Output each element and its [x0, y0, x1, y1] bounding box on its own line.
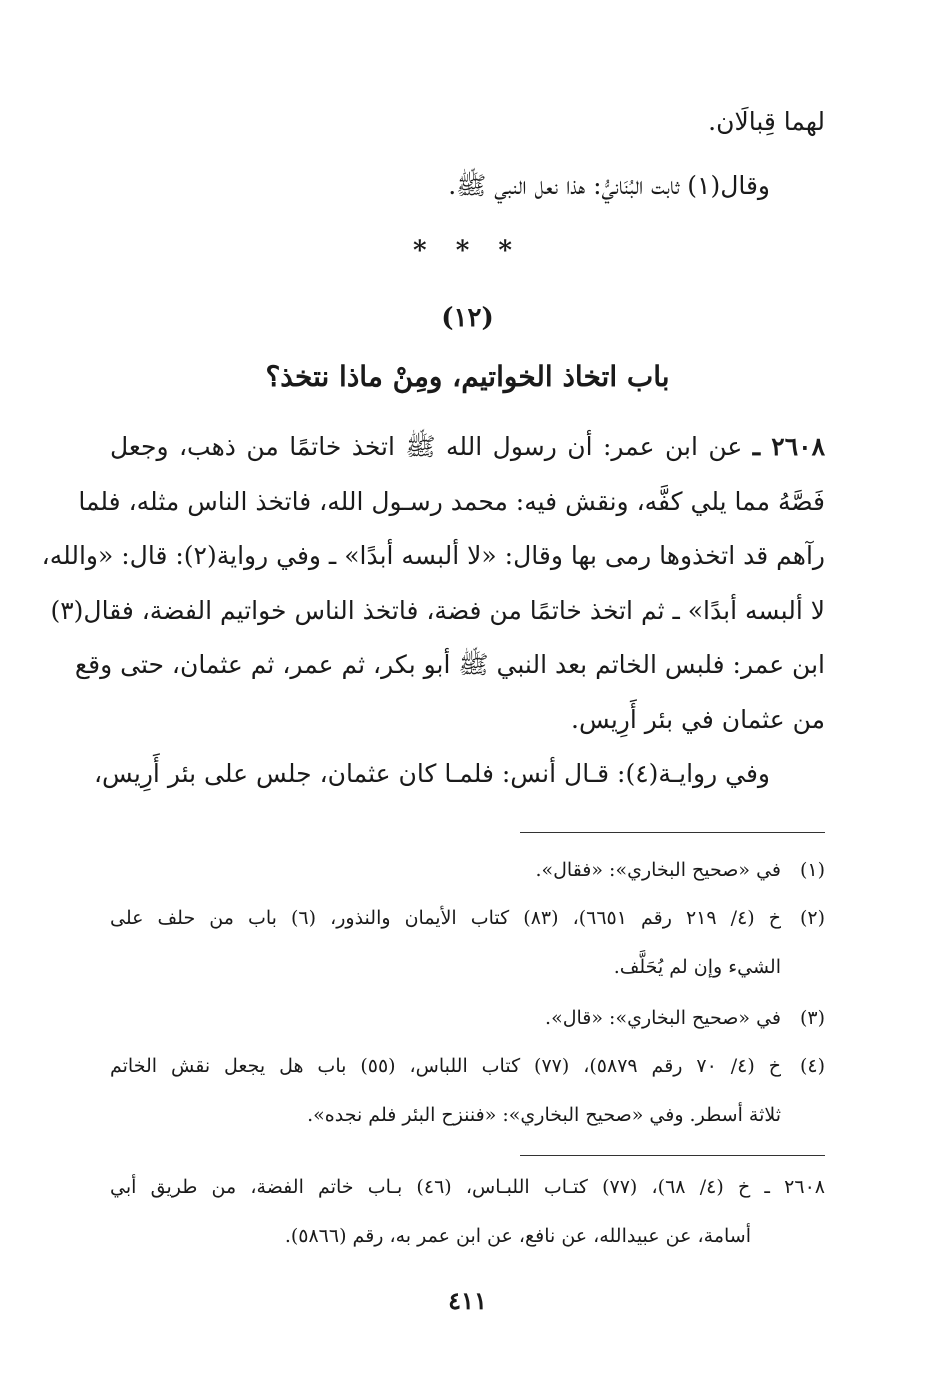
- footnote-2-text-1: خ (٤/ ٢١٩ رقم ٦٦٥١)، (٨٣) كتاب الأيمان والنذور، (٦) باب من حلف على: [110, 907, 782, 929]
- source-separator: [520, 1155, 825, 1156]
- footnote-4-text-1: خ (٤/ ٧٠ رقم ٥٨٧٩)، (٧٧) كتاب اللباس، (٥٥) باب هل يجعل نقش الخاتم: [110, 1055, 782, 1077]
- section-number: (١٢): [441, 303, 494, 333]
- top-line-2: وقال(١) ثابت البُنَانيُّ: هذا نعل النبي ﷺ.: [448, 171, 770, 200]
- source-note-line-2: أسامة، عن عبيدالله، عن نافع، عن ابن عمر به، رقم (٥٨٦٦).: [284, 1225, 751, 1247]
- section-separator: * * *: [413, 236, 522, 266]
- footnote-3-number: (٣): [799, 1007, 825, 1029]
- top-line-1: لهما قِبالَان.: [708, 107, 825, 136]
- footnote-1-text: في «صحيح البخاري»: «فقال».: [535, 859, 781, 881]
- hadith-line-1-text: عن ابن عمر: أن رسول الله ﷺ اتخذ خاتمًا من ذهب، وجعل: [110, 432, 743, 461]
- hadith-line-2: فَصَّهُ مما يلي كفَّه، ونقش فيه: محمد رسـول الله، فاتخذ الناس مثله، فلما: [78, 487, 825, 516]
- hadith-line-7: وفي روايـة(٤): قـال أنس: فلمـا كان عثمان، جلس على بئر أَرِيس،: [93, 759, 770, 788]
- hadith-line-5: ابن عمر: فلبس الخاتم بعد النبي ﷺ أبو بكر، ثم عمر، ثم عثمان، حتى وقع: [74, 650, 825, 679]
- page-number: ٤١١: [448, 1286, 487, 1315]
- hadith-line-6: من عثمان في بئر أَرِيس.: [571, 705, 825, 734]
- hadith-line-3: رآهم قد اتخذوها رمى بها وقال: «لا ألبسه أبدًا» ـ وفي رواية(٢): قال: «والله،: [41, 541, 825, 570]
- chapter-title: باب اتخاذ الخواتيم، ومِنْ ماذا نتخذ؟: [265, 360, 670, 393]
- footnote-separator: [520, 832, 825, 833]
- source-note-line-1: ٢٦٠٨ ـ خ (٤/ ٦٨)، (٧٧) كتـاب اللبـاس، (٤٦) بـاب خاتم الفضة، من طريق أبي: [110, 1176, 825, 1198]
- footnote-4-text-2: ثلاثة أسطر. وفي «صحيح البخاري»: «فننزح البئر فلم نجده».: [307, 1104, 781, 1126]
- hadith-line-1: [110, 432, 825, 462]
- book-page: [41, 0, 826, 1373]
- footnote-1-number: (١): [799, 859, 825, 881]
- hadith-line-4: لا ألبسه أبدًا» ـ ثم اتخذ خاتمًا من فضة، فاتخذ الناس خواتيم الفضة، فقال(٣): [50, 596, 825, 625]
- footnote-2-number: (٢): [799, 907, 825, 929]
- footnote-2-text-2: الشيء وإن لم يُحَلَّف.: [613, 956, 781, 978]
- footnote-3-text: في «صحيح البخاري»: «قال».: [545, 1007, 781, 1029]
- footnote-4-number: (٤): [799, 1055, 825, 1077]
- hadith-number: ٢٦٠٨ ـ: [752, 432, 826, 461]
